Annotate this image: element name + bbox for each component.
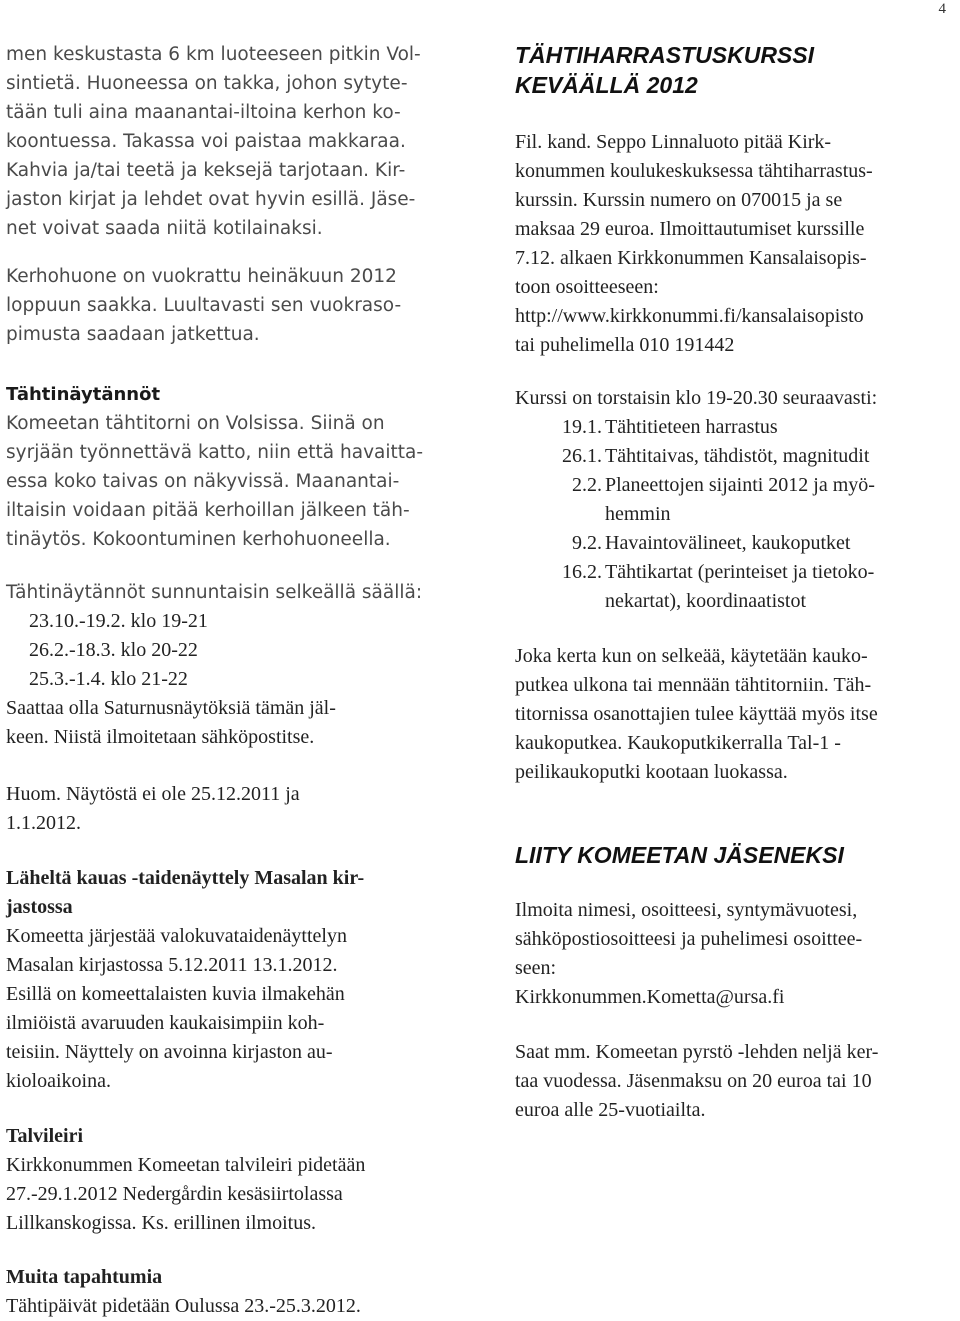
- text-line: Komeetan tähtitorni on Volsissa. Siinä on: [6, 413, 385, 434]
- section-heading: Muita tapahtumia: [6, 1266, 163, 1288]
- section-heading: LIITY KOMEETAN JÄSENEKSI: [515, 842, 844, 868]
- text-line: Komeetta järjestää valokuvataidenäyttelyn: [6, 925, 347, 947]
- text-line: loppuun saakka. Luultavasti sen vuokraso-: [6, 295, 402, 316]
- text-line: peilikaukoputki kootaan luokassa.: [515, 761, 788, 783]
- schedule-row: [515, 558, 960, 587]
- schedule-topic: Tähtitieteen harrastus: [605, 416, 778, 438]
- text-line: Saattaa olla Saturnusnäytöksiä tämän jäl-: [6, 697, 336, 719]
- section-heading: Talvileiri: [6, 1125, 84, 1147]
- section-heading: jastossa: [6, 896, 73, 918]
- other-events-section: [6, 1263, 361, 1321]
- text-line: syrjään työnnettävä katto, niin että havaitta-: [6, 442, 424, 463]
- text-line: net voivat saada niitä kotilainaksi.: [6, 218, 323, 239]
- text-line: essa koko taivas on näkyvissä. Maanantai-: [6, 471, 400, 492]
- schedule-row: [515, 529, 960, 558]
- schedule-date: 26.2.-18.3. klo 20-22: [29, 639, 198, 661]
- text-line: jaston kirjat ja lehdet ovat hyvin esillä. Jäse-: [6, 189, 416, 210]
- text-line: kurssin. Kurssin numero on 070015 ja se: [515, 189, 843, 211]
- observing-note: [6, 780, 300, 838]
- text-line: 1.1.2012.: [6, 812, 81, 834]
- text-line: kioloaikoina.: [6, 1070, 111, 1092]
- section-heading: Läheltä kauas -taidenäyttely Masalan kir-: [6, 867, 365, 889]
- email-address: Kirkkonummen.Kometta@ursa.fi: [515, 986, 785, 1008]
- schedule-row-continued: [515, 587, 960, 616]
- text-line: tai puhelimella 010 191442: [515, 334, 735, 356]
- text-line: Lillkanskogissa. Ks. erillinen ilmoitus.: [6, 1212, 316, 1234]
- course-description: [515, 128, 873, 360]
- schedule-topic: hemmin: [605, 503, 671, 525]
- text-line: iltaisin voidaan pitää kerhoillan jälkeen täh-: [6, 500, 410, 521]
- schedule-row: [515, 413, 960, 442]
- schedule-row: [515, 471, 960, 500]
- text-line: http://www.kirkkonummi.fi/kansalaisopisto: [515, 305, 864, 327]
- text-line: euroa alle 25-vuotiailta.: [515, 1099, 706, 1121]
- text-line: Fil. kand. Seppo Linnaluoto pitää Kirk-: [515, 131, 832, 153]
- schedule-date: 9.2.: [572, 532, 602, 554]
- text-line: sähköpostiosoitteesi ja puhelimesi osoittee-: [515, 928, 863, 950]
- text-line: keen. Niistä ilmoitetaan sähköpostitse.: [6, 726, 315, 748]
- winter-camp-section: [6, 1122, 365, 1238]
- text-line: teisiin. Näyttely on avoinna kirjaston au-: [6, 1041, 333, 1063]
- course-heading: [515, 40, 814, 100]
- text-line: taa vuodessa. Jäsenmaksu on 20 euroa tai 10: [515, 1070, 872, 1092]
- telescope-paragraph: [515, 642, 878, 787]
- text-line: Kirkkonummen Komeetan talvileiri pidetään: [6, 1154, 366, 1176]
- text-line: 27.-29.1.2012 Nedergårdin kesäsiirtolassa: [6, 1183, 343, 1205]
- exhibition-section: [6, 864, 364, 1096]
- text-line: seen:: [515, 957, 557, 979]
- schedule-topic: Tähtitaivas, tähdistöt, magnitudit: [605, 445, 870, 467]
- text-line: sintietä. Huoneessa on takka, johon sytyte-: [6, 73, 408, 94]
- text-line: koontuessa. Takassa voi paistaa makkaraa.: [6, 131, 406, 152]
- text-line: men keskustasta 6 km luoteeseen pitkin Vol-: [6, 44, 421, 65]
- schedule-date: 23.10.-19.2. klo 19-21: [29, 610, 208, 632]
- sunday-observing: [6, 578, 422, 752]
- text-line: konummen koulukeskuksessa tähtiharrastus-: [515, 160, 873, 182]
- text-line: Tähtipäivät pidetään Oulussa 23.-25.3.2012.: [6, 1295, 361, 1317]
- text-line: Huom. Näytöstä ei ole 25.12.2011 ja: [6, 783, 300, 805]
- text-line: Kerhohuone on vuokrattu heinäkuun 2012: [6, 266, 397, 287]
- text-line: ilmiöistä avaruuden kaukaisimpiin koh-: [6, 1012, 325, 1034]
- observing-section: [6, 380, 423, 554]
- text-line: titornissa osanottajien tulee käyttää myös itse: [515, 703, 878, 725]
- section-heading: TÄHTIHARRASTUSKURSSI: [515, 42, 814, 68]
- text-line: Ilmoita nimesi, osoitteesi, syntymävuotesi,: [515, 899, 858, 921]
- section-heading: KEVÄÄLLÄ 2012: [515, 72, 698, 98]
- text-line: Kurssi on torstaisin klo 19-20.30 seuraavasti:: [515, 387, 878, 409]
- schedule-date: 26.1.: [562, 445, 602, 467]
- schedule-row-continued: [515, 500, 960, 529]
- text-line: Kahvia ja/tai teetä ja keksejä tarjotaan. Kir-: [6, 160, 406, 181]
- text-line: putkea ulkona tai mennään tähtitorniin. Täh-: [515, 674, 872, 696]
- text-line: maksaa 29 euroa. Ilmoittautumiset kurssille: [515, 218, 865, 240]
- schedule-topic: nekartat), koordinaatistot: [605, 590, 807, 612]
- text-line: Tähtinäytännöt sunnuntaisin selkeällä säällä:: [6, 582, 423, 603]
- membership-heading: [515, 840, 844, 870]
- section-heading: Tähtinäytännöt: [6, 384, 161, 405]
- course-schedule: [515, 384, 960, 616]
- text-line: Saat mm. Komeetan pyrstö -lehden neljä ker-: [515, 1041, 879, 1063]
- membership-paragraph: [515, 896, 862, 1012]
- text-line: Esillä on komeettalaisten kuvia ilmakehän: [6, 983, 345, 1005]
- text-line: tinäytös. Kokoontuminen kerhohuoneella.: [6, 529, 391, 550]
- text-line: tään tuli aina maanantai-iltoina kerhon ko-: [6, 102, 401, 123]
- text-line: pimusta saadaan jatkettua.: [6, 324, 260, 345]
- intro-paragraph: [6, 40, 421, 243]
- rental-paragraph: [6, 262, 401, 349]
- schedule-topic: Havaintovälineet, kaukoputket: [605, 532, 851, 554]
- schedule-date: 2.2.: [572, 474, 602, 496]
- magazine-paragraph: [515, 1038, 878, 1125]
- text-line: toon osoitteeseen:: [515, 276, 659, 298]
- text-line: Masalan kirjastossa 5.12.2011 13.1.2012.: [6, 954, 338, 976]
- schedule-topic: Planeettojen sijainti 2012 ja myö-: [605, 474, 875, 496]
- text-line: Joka kerta kun on selkeää, käytetään kauko-: [515, 645, 868, 667]
- text-line: 7.12. alkaen Kirkkonummen Kansalaisopis-: [515, 247, 867, 269]
- schedule-topic: Tähtikartat (perinteiset ja tietoko-: [605, 561, 875, 583]
- schedule-date: 16.2.: [562, 561, 602, 583]
- schedule-date: 25.3.-1.4. klo 21-22: [29, 668, 188, 690]
- page-number: 4: [938, 1, 946, 17]
- schedule-row: [515, 442, 960, 471]
- text-line: kaukoputkea. Kaukoputkikerralla Tal-1 -: [515, 732, 841, 754]
- schedule-date: 19.1.: [562, 416, 602, 438]
